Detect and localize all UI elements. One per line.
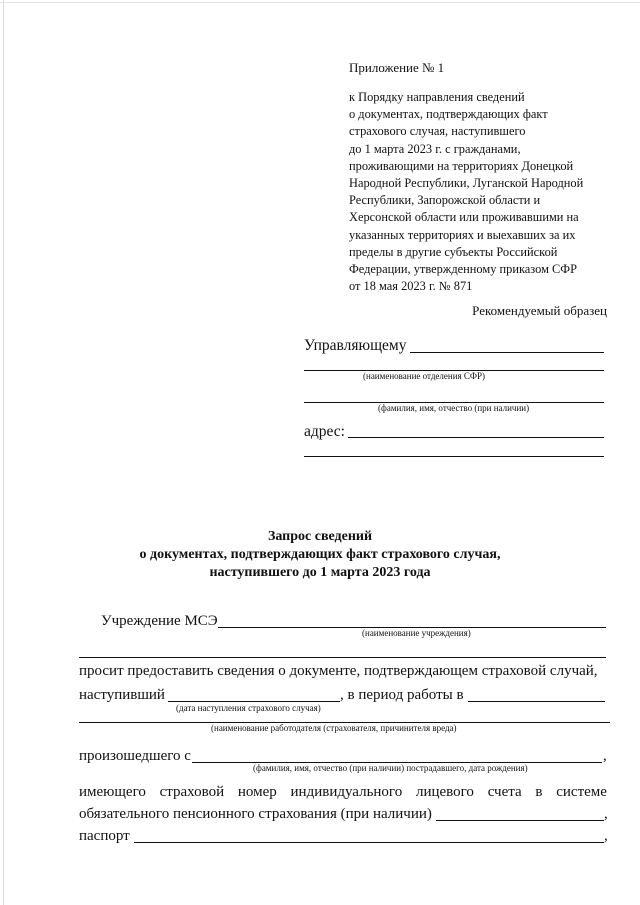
- appendix-line: страхового случая, наступившего: [349, 124, 526, 139]
- date-field-line[interactable]: [168, 701, 340, 702]
- address-field-line-2[interactable]: [304, 456, 604, 457]
- branch-caption: (наименование отделения СФР): [363, 371, 486, 381]
- snils-word: имеющего: [79, 784, 146, 800]
- request-title-line: Запрос сведений: [267, 529, 373, 544]
- pension-label: обязательного пенсионного страхования (при наличии): [79, 806, 432, 822]
- fio-caption: (фамилия, имя, отчество (при наличии): [378, 403, 530, 413]
- snils-word: номер: [237, 784, 277, 800]
- appendix-line: о документах, подтверждающих факт: [349, 107, 548, 122]
- appendix-line: к Порядку направления сведений: [349, 90, 525, 104]
- comma: ,: [603, 748, 607, 764]
- employer-caption: (наименование работодателя (страхователя, причинителя вреда): [211, 723, 457, 733]
- appendix-text: [349, 89, 583, 295]
- happened-label: произошедшего с: [79, 748, 191, 764]
- request-title-line: наступившего до 1 марта 2023 года: [209, 565, 431, 580]
- snils-word: системе: [556, 784, 607, 800]
- appendix-line: от 18 мая 2023 г. № 871: [349, 279, 473, 294]
- appendix-line: Народной Республики, Луганской Народной: [349, 176, 584, 191]
- asks-text: просит предоставить сведения о документе, подтверждающем страховой случай,: [79, 663, 598, 679]
- address-field-line[interactable]: [348, 437, 604, 438]
- address-label: адрес:: [304, 423, 345, 440]
- snils-word: лицевого: [415, 784, 474, 800]
- manager-label: Управляющему: [304, 337, 407, 354]
- snils-row: [79, 784, 607, 801]
- appendix-title: Приложение № 1: [349, 60, 445, 75]
- appendix-line: до 1 марта 2023 г. с гражданами,: [349, 141, 521, 156]
- comma: ,: [604, 806, 608, 822]
- appendix-line: проживающими на территориях Донецкой: [349, 158, 574, 173]
- person-caption: (фамилия, имя, отчество (при наличии) пострадавшего, дата рождения): [253, 763, 528, 773]
- snils-word: страховой: [159, 784, 225, 800]
- request-title-line: о документах, подтверждающих факт страхового случая,: [139, 547, 501, 562]
- snils-word: в: [535, 784, 543, 800]
- scan-edge: [3, 0, 4, 905]
- appendix-line: Федерации, утвержденному приказом СФР: [349, 262, 577, 277]
- scan-edge-top: [0, 2, 640, 3]
- snils-field-line[interactable]: [436, 820, 604, 821]
- passport-label: паспорт: [79, 828, 130, 844]
- occurred-label: наступивший: [79, 687, 165, 703]
- appendix-line: Республики, Запорожской области и: [349, 193, 541, 208]
- manager-field-line[interactable]: [410, 352, 604, 353]
- appendix-line: пределы в другие субъекты Российской: [349, 244, 558, 259]
- institution-caption: (наименование учреждения): [362, 628, 471, 638]
- date-caption: (дата наступления страхового случая): [176, 703, 321, 713]
- appendix-line: указанных территориях и выехавших за их: [349, 227, 576, 242]
- institution-label: Учреждение МСЭ: [101, 613, 218, 629]
- recommended-sample-label: Рекомендуемый образец: [472, 303, 607, 318]
- passport-field-line[interactable]: [134, 842, 604, 843]
- comma: ,: [604, 828, 608, 844]
- institution-field-line-2[interactable]: [79, 657, 606, 658]
- appendix-line: Херсонской области или проживавшими на: [349, 210, 579, 225]
- request-title: [0, 528, 640, 582]
- employer-field-line[interactable]: [468, 701, 605, 702]
- snils-word: счета: [487, 784, 522, 800]
- snils-word: индивидуального: [290, 784, 403, 800]
- work-period-label: , в период работы в: [340, 687, 464, 703]
